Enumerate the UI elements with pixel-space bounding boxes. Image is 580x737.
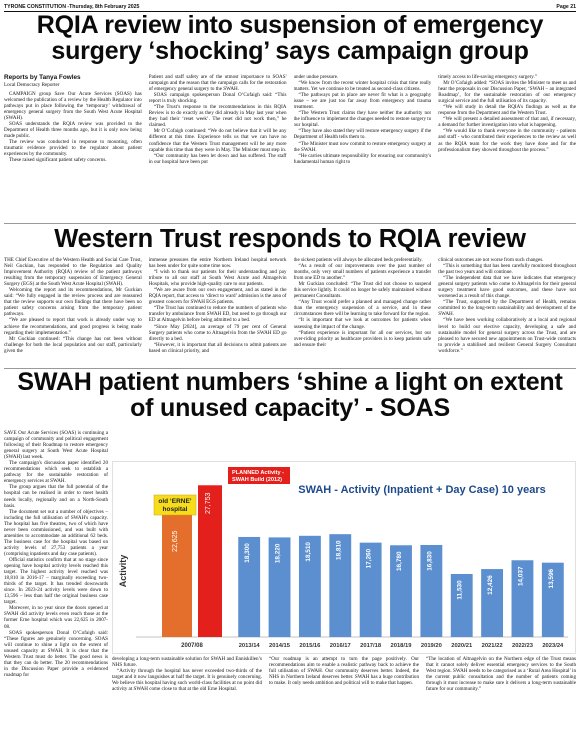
paragraph: The group argues that the full potential of the hospital can be realised in order to meet health needs locally, regionally and on a North-South basis. [4, 484, 108, 509]
paragraph: timely access to life-saving emergency surgery.” [438, 74, 538, 80]
story3-col3 [269, 656, 419, 734]
paragraph: “The pathways put in place are never fit what is a geography issue – we are just too far away from emergency and trauma treatment. [293, 92, 432, 111]
masthead-publication: TYRONE CONSTITUTION -Thursday, 8th February 2025 [4, 3, 140, 10]
paragraph: “Any Trust would prefer a planned and managed change rather than the emergency suspension of a service, and in these circumstances there will be learning to take forward for the region. [293, 299, 432, 318]
paragraph: “The location of Altnagelvin on the Northern edge of the Trust means that it cannot solely deliver essential emergency services to the South West region. SWAH needs to be categorised as a ‘Rural Area Hospital’ in the current public consultation and the number of patients coming through it must increase to make sure it delivers a long-term sustainable future for our community.” [426, 656, 576, 693]
paragraph: “However, it is important that all decisions to admit patients are based on clinical priority, and [148, 341, 287, 354]
paragraph: The document set out a number of objectives – including the full utilisation of SWAH's capacity. The hospital has five theatres, two of which have never been commissioned, and was built with amenities to accommodate an additional 62 beds. The business case for the hospital was based on activity levels of 27,753 patients a year (comprising inpatients and day case patients). [4, 508, 108, 557]
story3-col4 [426, 656, 576, 734]
paragraph: “We are pleased to report that work is already under way to achieve the recommendations, and good progress is being made regarding their implementation.” [4, 317, 142, 336]
paragraph: “The Western Trust claims they have neither the authority nor the influence to implement the changes needed to restore surgery to our hospital. [293, 110, 432, 129]
data-label: 14,037 [517, 566, 525, 587]
paragraph: “The Trust has continued to reduce the numbers of patients who transfer by ambulance from SWAH ED, but need to go through our ED at Altnagelvin before being admitted to a bed. [148, 305, 287, 324]
activity-chart-svg [112, 461, 576, 654]
paragraph: “We would like to thank everyone in the community - patients and staff - who contributed their experiences to the review as well as the RQIA team for the work they have done and for the professionalism they showed throughout the process.” [438, 128, 576, 153]
paragraph: “Activity through the hospital has never exceeded two-thirds of the target and it now languishes at half the target. It is genuinely concerning. We believe this hospital having such world-class facilities at no point did activity at SWAH come close to that at the old Erne Hospital. [112, 668, 262, 693]
paragraph: Patient and staff safety are of the utmost importance to SOAS' campaign and the reason that the campaign calls for the restoration of emergency general surgery to the SWAH. [148, 74, 287, 93]
paragraph: “The independent data that we have indicates that emergency general surgery patients who come to Altnagelvin for their general surgery treatment have good outcomes, and these have not worsened as a result of this change. [438, 275, 576, 300]
byline-role: Local Democracy Reporter [4, 81, 60, 88]
data-label: 22,625 [172, 530, 179, 553]
paragraph: Welcoming the report and its recommendations, Mr Guckian said: “We fully engaged in the review process and are reassured that the review supports our own findings that there have been no patient safety concerns arising from the temporary patient pathways. [4, 287, 142, 318]
story2-body [4, 257, 576, 367]
data-label: 13,596 [547, 568, 555, 589]
col-paragraphs [4, 91, 142, 164]
paragraph: Moreover, in no year since the doors opened at SWAH did activity levels even reach those at the former Erne hospital which was 22,625 in 2007-08. [4, 605, 108, 630]
paragraph: “As a result of our improvements over the past number of months, only very small numbers of patients experience a transfer from one ED to another.” [293, 263, 432, 282]
planned-callout-line1: PLANNED Activity - [232, 470, 285, 476]
paragraph: Mr O’Cofaigh added: “SOAS invites the Minister to meet us and hear the proposals in our Discussion Paper, ‘SWAH – an integrated Roadmap’, for the sustainable restoration of our emergency surgical service and the full utilisation of its capacity. [438, 80, 576, 105]
paragraph: Official statistics confirm that at no stage since opening have hospital activity levels reached this target. The highest activity level reached was 18,810 in 2016-17 – marginally exceeding two-thirds of the target. It has trended downwards since. In 2023-24 activity levels were down to 13,596 – less than half the original business case target. [4, 556, 108, 606]
paragraph: SOAS understands the RQIA review was provided to the Department of Health three months ago, but it is only now being made public. [4, 120, 142, 139]
paragraph: “We will present a detailed assessment of that and, if necessary, a demand for further investigation into what is happening. [438, 116, 576, 129]
x-tick-label: 2014/15 [269, 643, 291, 649]
page-number: Page 21 [556, 3, 576, 10]
x-tick-label: 2020/21 [451, 643, 473, 649]
data-label: 18,510 [304, 542, 312, 562]
data-label: 18,220 [274, 543, 282, 564]
paragraph: “The Trust, supported by the Department of Health, remains committed to the long-term sustainability and development of the SWAH. [438, 299, 576, 318]
paragraph: “Since May [2024], an average of 79 per cent of General Surgery patients who come to Altnagelvin from the SWAH ED go directly to a bed. [148, 323, 287, 342]
story2-col1 [4, 257, 142, 367]
x-tick-label: 2016/17 [329, 643, 351, 649]
erne-callout-line2: hospital [162, 506, 188, 513]
paragraph: “The Trust’s response to the recommendations in this RQIA Review is to do exactly as they did already in May last year when they had their ‘reset week’. The reset did not work then,” he claimed. [148, 104, 287, 129]
story3-col1 [4, 430, 108, 733]
paragraph: “He carries ultimate responsibility for ensuring our community's fundamental human right to [293, 152, 432, 165]
data-label: 12,426 [487, 575, 495, 595]
paragraph: The campaign's discussion paper identified 20 recommendations which seek to establish a pathway for the sustainable restoration of emergency services at SWAH. [4, 460, 108, 485]
x-tick-label: 2019/20 [420, 643, 442, 649]
paragraph: the sickest patients will always be allocated beds preferentially. [293, 257, 423, 263]
story1-col4 [438, 74, 576, 222]
paragraph: clinical outcomes are not worse from such changes. [438, 257, 544, 263]
paragraph: Mr Guckian concluded: “The Trust did not choose to suspend this service lightly. It could no longer be safely maintained without permanent Consultants. [293, 281, 432, 300]
paragraph: “We will study in detail the RQIA's findings as well as the response from the Department and the Western Trust. [438, 104, 576, 117]
story2-col4 [438, 257, 576, 367]
x-tick-label: 2017/18 [360, 643, 382, 649]
paragraph: Mr Guckian continued: “This change has not been without challenge for both the local population and our staff, particularly given the [4, 335, 142, 354]
story1-headline: RQIA review into suspension of emergency surgery ‘shocking’ says campaign group [36, 11, 544, 65]
data-label: 18,810 [335, 540, 343, 560]
paragraph: The review was conducted in response to mounting, often traumatic evidence provided to the regulator about patient experiences by the community. [4, 138, 142, 158]
x-tick-label: 2007/08 [181, 643, 203, 649]
paragraph: “We know from the recent winter hospital crisis that time really matters. Yet we continue to be treated as second-class citizens. [293, 80, 432, 93]
x-tick-label: 2022/23 [511, 643, 533, 649]
data-label: 16,830 [426, 551, 434, 571]
paragraph: “It is important that we look at outcomes for patients when assessing the impact of the change. [293, 317, 432, 330]
y-axis-label: Activity [118, 554, 128, 588]
story1-body [4, 74, 576, 222]
paragraph: “The Minister must now commit to restore emergency surgery at the SWAH. [293, 140, 432, 153]
paragraph: “Patient experience is important for all our services, but our over-riding priority as healthcare providers is to keep patients safe and ensure their [293, 329, 432, 348]
story3-lower [112, 656, 576, 734]
paragraph: THE Chief Executive of the Western Health and Social Care Trust, Neil Guckian, has responded to the Regulation and Quality Improvement Authority (RQIA) review of the patient pathways resulting from the temporary suspension of Emergency General Surgery (EGS) at the South West Acute Hospital (SWAH). [4, 257, 142, 288]
story3-headline: SWAH patient numbers ‘shine a light on extent of unused capacity’ - SOAS [17, 368, 563, 422]
story2-col2 [149, 257, 287, 367]
data-label: 11,530 [456, 580, 464, 600]
story2-headline: Western Trust responds to RQIA review [54, 225, 526, 253]
x-tick-label: 2023/24 [542, 643, 564, 649]
story1-col3 [294, 74, 432, 222]
paragraph: “We are aware from our own engagement, and as stated in the RQIA report, that access to ‘direct to ward’ admission is the area of greatest concern for SWAH EGS patients. [148, 287, 287, 306]
paragraph: under undue pressure. [293, 74, 339, 80]
story2-col3 [294, 257, 432, 367]
x-tick-label: 2021/22 [481, 643, 503, 649]
paragraph: immense pressures the entire Northern Ireland hospital network has been under for quite some time now. [148, 257, 287, 270]
paragraph: “This is something that has been carefully monitored throughout the past two years and will continue. [438, 263, 576, 276]
paragraph: “We have been working collaboratively at a local and regional level to build our elective capacity, developing a safe and sustainable model for general surgery across the Trust, and are pleased to have secured new appointments on Trust-wide contracts to provide a stabilised and resilient General Surgery Consultant workforce.” [438, 317, 576, 354]
paragraph: “Our community has been let down and has suffered. The staff in our hospital have been put [148, 152, 287, 165]
story3-col2 [112, 656, 262, 734]
activity-chart [112, 461, 576, 654]
paragraph: SAVE Our Acute Services (SOAS) is continuing a campaign of community and political engagement following of their Roadmap to restore emergency general surgery at South West Acute Hospital (SWAH) last week. [4, 430, 108, 461]
data-label: 18,300 [244, 543, 252, 563]
story1-col2 [149, 74, 287, 222]
paragraph: “Our roadmap is an attempt to turn the page positively. Our recommendations aim to enable a realistic pathway back to achieve the full utilisation of SWAH. Our community deserves better. Indeed, the NHS in Northern Ireland deserves better. SWAH has a huge contribution to make. It only needs ambition and political will to make that happen. [269, 656, 419, 687]
byline: Reports by Tanya Fowles [4, 74, 81, 81]
story1-col1 [4, 74, 142, 222]
paragraph: “I wish to thank our patients for their understanding and pay tribute to all our staff at South West Acute and Altnagelvin Hospitals, who provide high-quality care to our patients. [148, 269, 287, 288]
planned-value-label: 27,753 [205, 492, 212, 514]
x-tick-label: 2018/19 [390, 643, 412, 649]
paragraph: These raised significant patient safety concerns. [9, 157, 107, 164]
paragraph: SOAS spokesperson Donal O’Cofaigh said: “These figures are genuinely concerning. SOAS will continue to shine a light on the extent of unused capacity at SWAH. It is clear that the Western Trust must do better. The good news is that they can do better. The 20 recommendations in the Discussion Paper provide a evidenced roadmap for [4, 629, 108, 678]
chart-title: SWAH - Activity (Inpatient + Day Case) 10 years [298, 484, 546, 496]
x-tick-label: 2015/16 [299, 643, 321, 649]
data-label: 17,260 [365, 548, 373, 569]
paragraph: “They have also stated they will restore emergency surgery if the Department of Health tells them to. [293, 128, 432, 141]
paragraph: developing a long-term sustainable solution for SWAH and Enniskillen’s NHS future. [112, 656, 262, 669]
paragraph: CAMPAIGN group Save Our Acute Services (SOAS) has welcomed the publication of a review by the Health Regulator into pathways put in place following the ‘temporary’ withdrawal of emergency general surgery from the South West Acute Hospital (SWAH). [4, 90, 142, 121]
erne-callout-line1: old ‘ERNE’ [158, 498, 192, 505]
x-tick-label: 2013/14 [238, 643, 260, 649]
paragraph: SOAS campaign spokesperson Donal O’Cofaigh said: “This report is truly shocking. [148, 92, 287, 105]
paragraph: Mr O’Cofaigh continued: “We do not believe that it will be any different at this time. Experience tells us that we can have no confidence that the Western Trust management will be any more capable this time than they were in May. The Minister must step in. [148, 128, 287, 153]
data-label: 16,780 [396, 551, 403, 572]
section-divider [4, 223, 576, 224]
planned-callout-line2: SWAH Build (2012) [232, 477, 283, 483]
